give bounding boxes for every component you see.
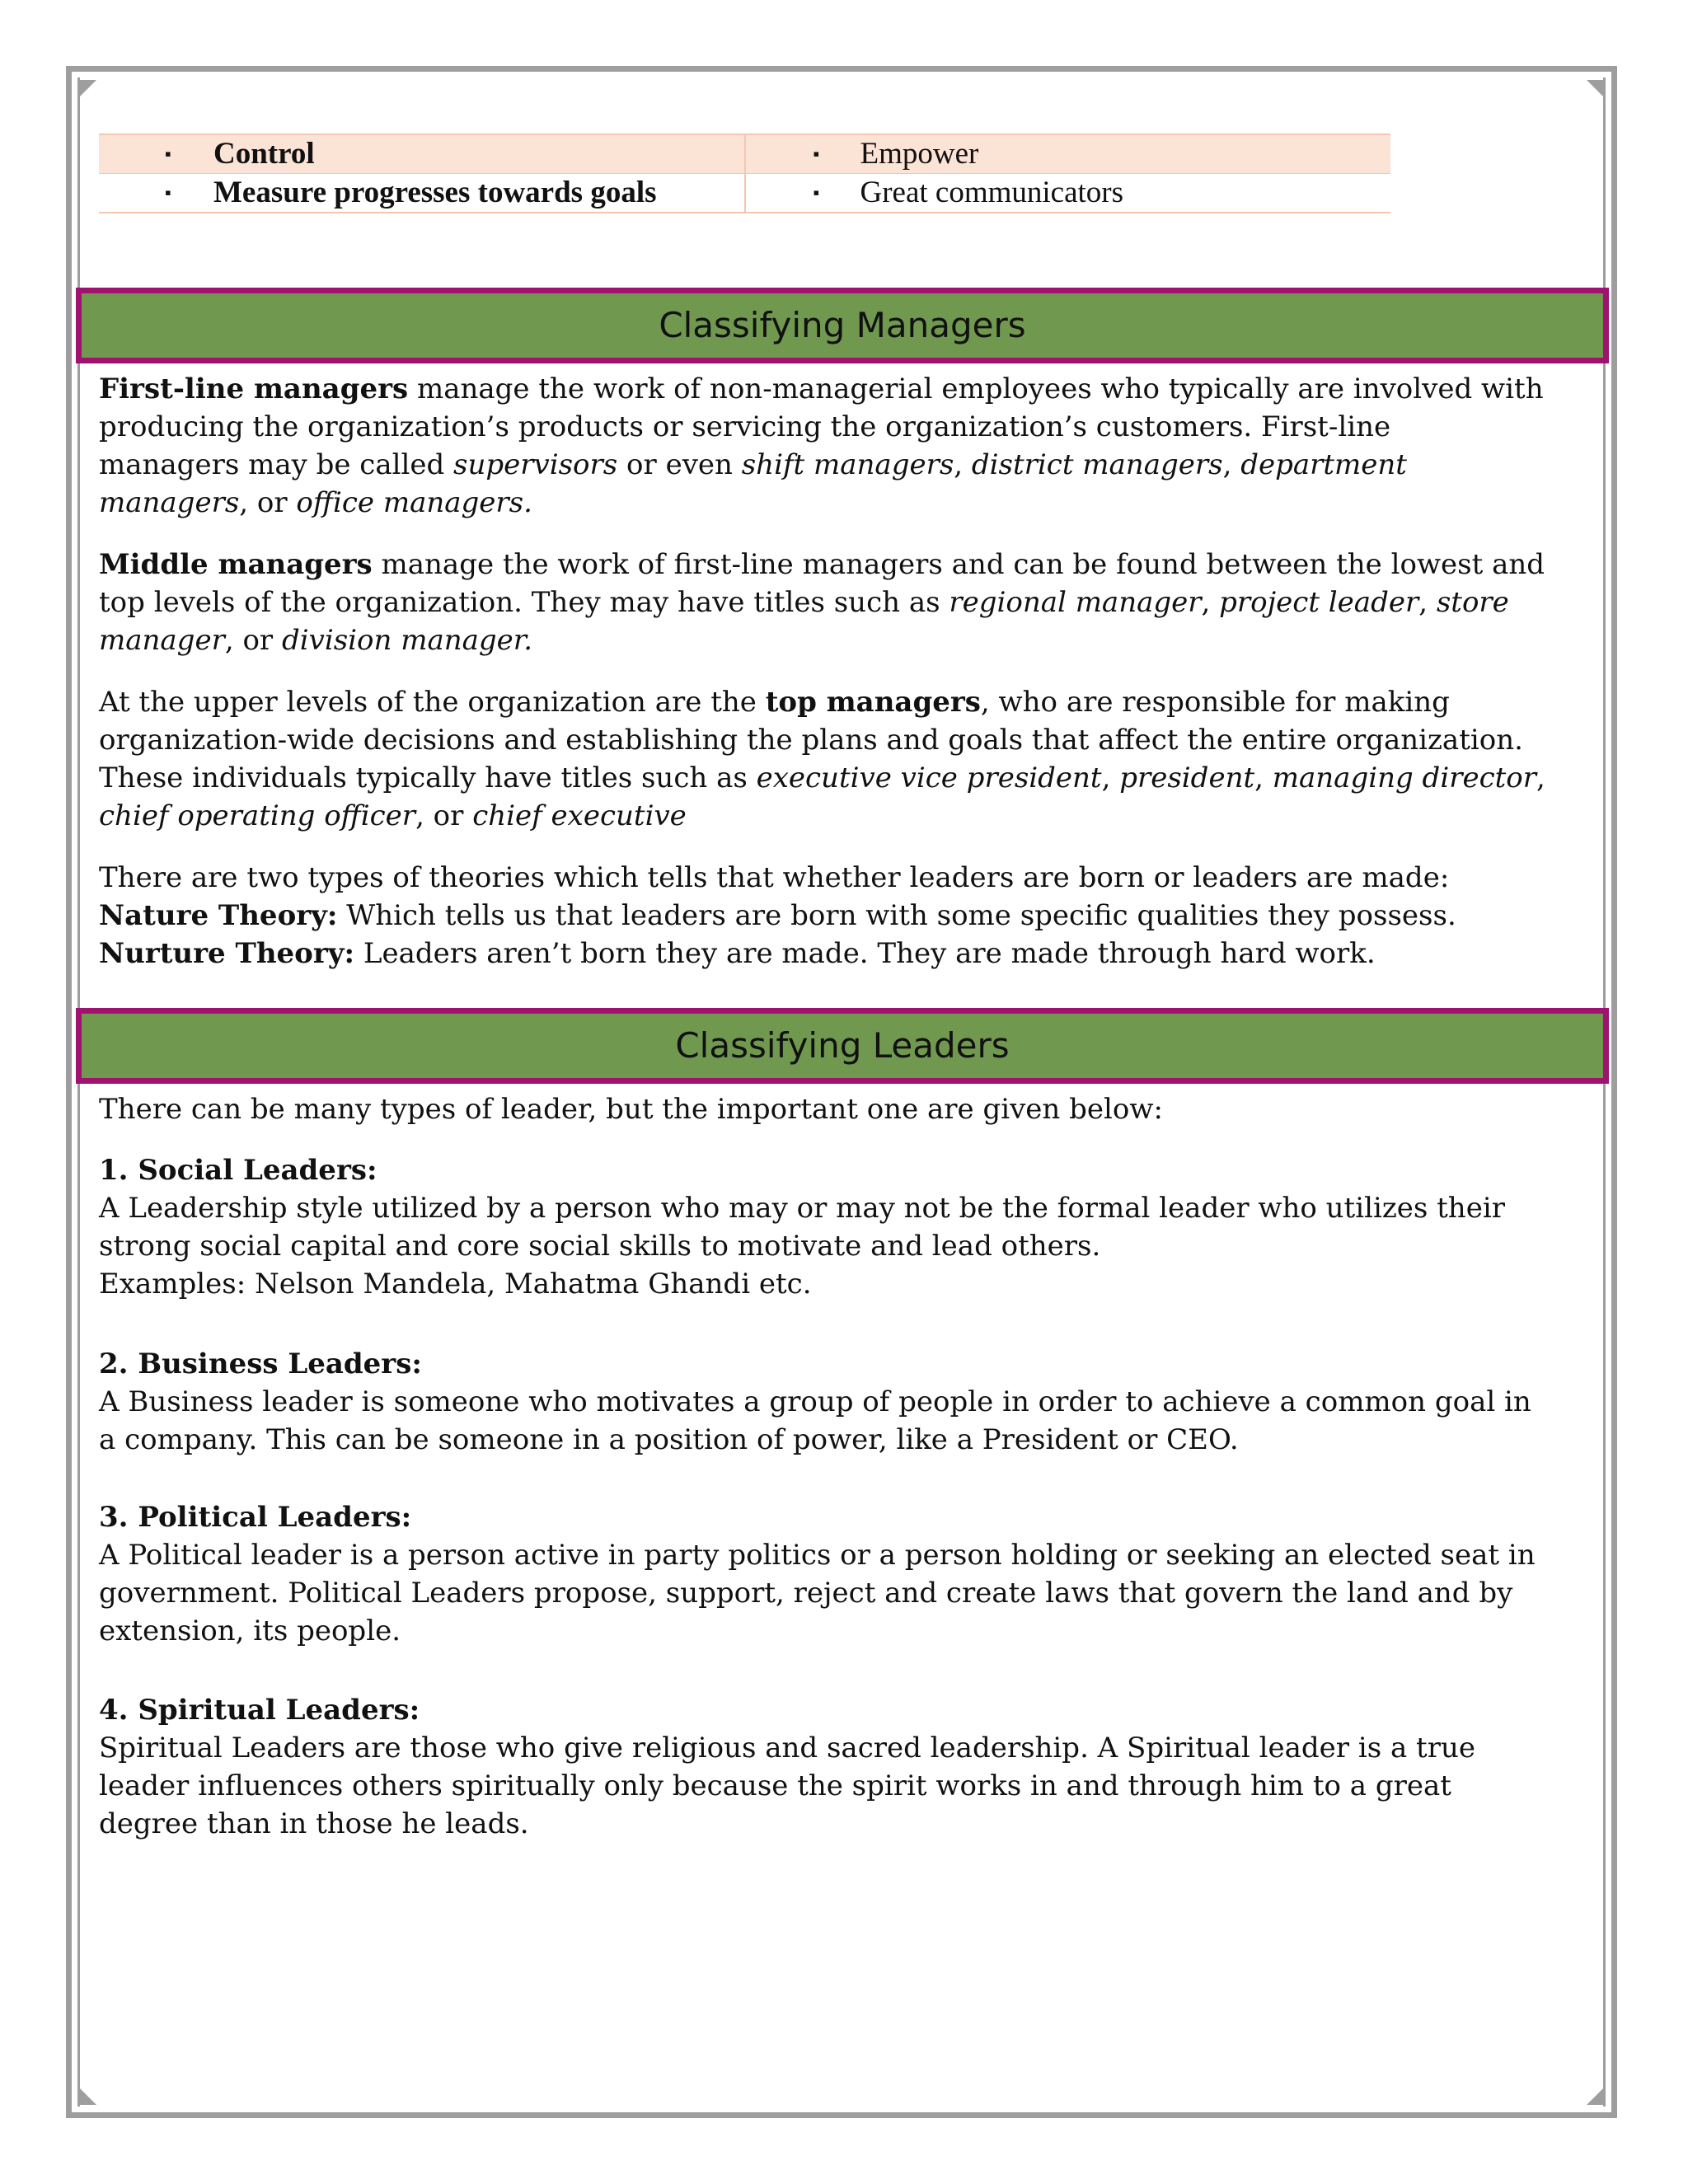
leader-heading bbox=[99, 1691, 1582, 1729]
text-line: government. Political Leaders propose, support, reject and create laws that govern the land and by bbox=[99, 1577, 1513, 1610]
term-italic: district managers bbox=[971, 448, 1223, 481]
text-line bbox=[99, 446, 1582, 484]
leader-heading bbox=[99, 1498, 1582, 1536]
term-italic: manager bbox=[99, 624, 225, 657]
text-line bbox=[99, 797, 1582, 835]
text-span: These individuals typically have titles such as bbox=[99, 762, 757, 794]
text-line bbox=[99, 583, 1582, 621]
heading-text: 1. Social Leaders: bbox=[99, 1154, 377, 1187]
leader-heading bbox=[99, 1151, 1582, 1189]
term-italic: store bbox=[1436, 586, 1509, 619]
term-italic: office managers. bbox=[296, 486, 532, 519]
section-title: Classifying Leaders bbox=[675, 1025, 1010, 1066]
text-line: A Political leader is a person active in party politics or a person holding or seeking an elected seat in bbox=[99, 1539, 1536, 1572]
term-italic: chief executive bbox=[472, 799, 687, 832]
border-bottom bbox=[66, 2112, 1617, 2118]
paragraph-leaders-intro bbox=[99, 1090, 1582, 1128]
term-bold: First-line managers bbox=[99, 373, 409, 405]
bullet-icon: ▪ bbox=[813, 143, 820, 164]
term-italic: president bbox=[1119, 762, 1255, 794]
text-span: , bbox=[954, 448, 972, 481]
text-line: A Leadership style utilized by a person who may or may not be the formal leader who utilizes their bbox=[99, 1192, 1505, 1225]
heading-text: 4. Spiritual Leaders: bbox=[99, 1694, 420, 1727]
text-line: strong social capital and core social skills to motivate and lead others. bbox=[99, 1230, 1101, 1263]
text-line bbox=[99, 759, 1582, 797]
text-line bbox=[99, 546, 1582, 583]
border-left-inner bbox=[77, 77, 80, 2107]
table-cell bbox=[746, 174, 1391, 212]
text-line bbox=[99, 484, 1582, 522]
term-bold: Nurture Theory: bbox=[99, 937, 355, 970]
term-italic: executive vice president bbox=[756, 762, 1102, 794]
text-span: managers may be called bbox=[99, 448, 454, 481]
text-line: organization-wide decisions and establishing the plans and goals that affect the entire organization. bbox=[99, 724, 1523, 757]
term-italic: department bbox=[1240, 448, 1407, 481]
text-line: There are two types of theories which tells that whether leaders are born or leaders are made: bbox=[99, 861, 1450, 894]
text-line: Spiritual Leaders are those who give religious and sacred leadership. A Spiritual leader is a true bbox=[99, 1732, 1475, 1765]
text-line: Examples: Nelson Mandela, Mahatma Ghandi etc. bbox=[99, 1268, 812, 1301]
text-span: , bbox=[1418, 586, 1437, 619]
term-bold: top managers bbox=[765, 686, 981, 719]
bullet-icon: ▪ bbox=[813, 182, 820, 203]
qualities-table bbox=[99, 134, 1390, 213]
table-cell bbox=[99, 174, 746, 212]
text-line bbox=[99, 897, 1582, 935]
table-cell bbox=[746, 135, 1391, 173]
text-span: , or bbox=[224, 624, 282, 657]
term-italic: regional manager bbox=[949, 586, 1202, 619]
text-span: , who are responsible for making bbox=[980, 686, 1450, 719]
text-line: leader influences others spiritually only because the spirit works in and through him to a great bbox=[99, 1769, 1451, 1802]
text-line bbox=[99, 621, 1582, 659]
corner-ornament-tl bbox=[80, 80, 98, 98]
border-left bbox=[66, 66, 72, 2118]
text-span: , or bbox=[239, 486, 297, 519]
paragraph-theories bbox=[99, 859, 1582, 972]
border-right bbox=[1611, 66, 1617, 2118]
term-italic: chief operating officer bbox=[99, 799, 416, 832]
text-span: Which tells us that leaders are born with some specific qualities they possess. bbox=[337, 899, 1456, 932]
term-italic: managers bbox=[99, 486, 240, 519]
heading-text: 2. Business Leaders: bbox=[99, 1347, 422, 1380]
border-right-inner bbox=[1603, 77, 1606, 2107]
text-span: At the upper levels of the organization are the bbox=[99, 686, 766, 719]
corner-ornament-bl bbox=[80, 2087, 98, 2105]
term-italic: project leader bbox=[1219, 586, 1419, 619]
text-span: , bbox=[1222, 448, 1241, 481]
term-italic: division manager. bbox=[281, 624, 533, 657]
table-row bbox=[99, 173, 1390, 213]
leader-type-political bbox=[99, 1498, 1582, 1650]
text-span: , bbox=[1201, 586, 1220, 619]
text-span: , or bbox=[415, 799, 473, 832]
cell-text: Measure progresses towards goals bbox=[213, 176, 657, 209]
paragraph-top-managers bbox=[99, 683, 1582, 835]
section-header-leaders bbox=[76, 1008, 1609, 1084]
text-span: manage the work of first-line managers and can be found between the lowest and bbox=[372, 548, 1545, 581]
section-title: Classifying Managers bbox=[659, 305, 1026, 345]
bullet-icon: ▪ bbox=[165, 182, 171, 203]
text-line: There can be many types of leader, but the important one are given below: bbox=[99, 1093, 1163, 1126]
paragraph-first-line-managers bbox=[99, 370, 1582, 522]
cell-text: Great communicators bbox=[860, 176, 1124, 209]
text-line: degree than in those he leads. bbox=[99, 1807, 529, 1840]
text-line: A Business leader is someone who motivates a group of people in order to achieve a common goal in bbox=[99, 1385, 1531, 1418]
leader-type-spiritual bbox=[99, 1691, 1582, 1843]
text-line bbox=[99, 370, 1582, 408]
corner-ornament-tr bbox=[1585, 80, 1603, 98]
text-line bbox=[99, 935, 1582, 972]
term-italic: shift managers bbox=[741, 448, 954, 481]
text-line: extension, its people. bbox=[99, 1615, 401, 1647]
cell-text: Control bbox=[213, 137, 315, 171]
term-bold: Nature Theory: bbox=[99, 899, 338, 932]
leader-type-social bbox=[99, 1151, 1582, 1303]
text-line bbox=[99, 683, 1582, 721]
text-span: top levels of the organization. They may have titles such as bbox=[99, 586, 950, 619]
text-line: producing the organization’s products or servicing the organization’s customers. First-line bbox=[99, 410, 1391, 443]
table-row bbox=[99, 134, 1390, 173]
leader-type-business bbox=[99, 1345, 1582, 1459]
term-bold: Middle managers bbox=[99, 548, 373, 581]
bullet-icon: ▪ bbox=[165, 143, 171, 164]
text-span: manage the work of non-managerial employees who typically are involved with bbox=[408, 373, 1544, 405]
table-cell bbox=[99, 135, 746, 173]
section-header-managers bbox=[76, 288, 1609, 363]
text-line: a company. This can be someone in a position of power, like a President or CEO. bbox=[99, 1423, 1239, 1456]
heading-text: 3. Political Leaders: bbox=[99, 1501, 412, 1534]
term-italic: supervisors bbox=[453, 448, 618, 481]
text-span: , bbox=[1536, 762, 1545, 794]
border-top bbox=[66, 66, 1617, 72]
cell-text: Empower bbox=[860, 137, 979, 171]
paragraph-middle-managers bbox=[99, 546, 1582, 659]
text-span: Leaders aren’t born they are made. They are made through hard work. bbox=[354, 937, 1376, 970]
text-span: , bbox=[1254, 762, 1273, 794]
term-italic: managing director bbox=[1272, 762, 1536, 794]
text-span: or even bbox=[617, 448, 742, 481]
leader-heading bbox=[99, 1345, 1582, 1383]
text-span: , bbox=[1101, 762, 1120, 794]
corner-ornament-br bbox=[1585, 2087, 1603, 2105]
